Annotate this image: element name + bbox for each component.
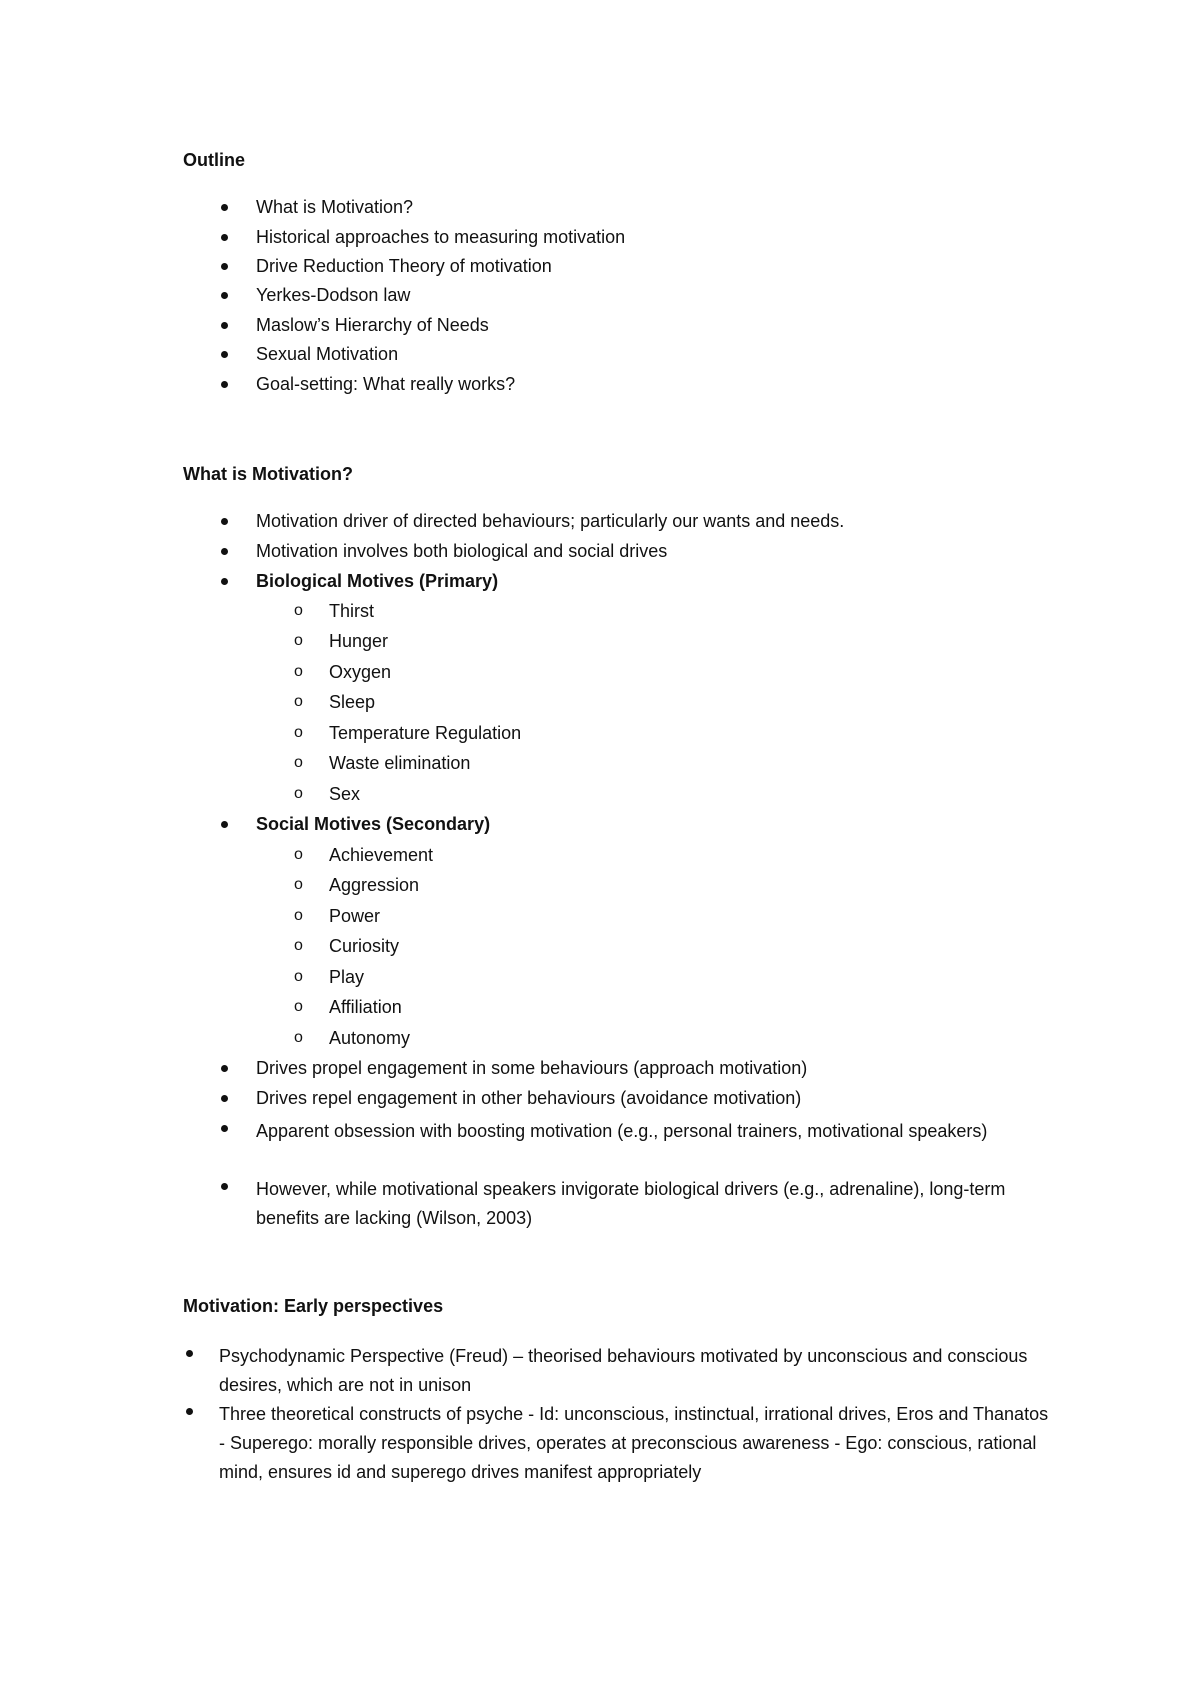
sub-bullet-icon: o (294, 968, 303, 985)
bullet-icon (221, 263, 228, 270)
bullet-icon (221, 234, 228, 241)
bullet-icon (221, 548, 228, 555)
bullet-icon (221, 322, 228, 329)
bullet-icon (221, 381, 228, 388)
motivation-item: Drives propel engagement in some behaviours (approach motivation) (256, 1058, 808, 1078)
outline-item: Yerkes-Dodson law (256, 285, 411, 305)
motivation-item: Motivation driver of directed behaviours; particularly our wants and needs. (256, 511, 845, 531)
motivation-item: However, while motivational speakers invigorate biological drivers (e.g., adrenaline), long-term benefits are lacking (Wilson, 2003) (256, 1179, 1006, 1228)
sub-bullet-icon: o (294, 937, 303, 954)
social-motives-label: Social Motives (Secondary) (256, 814, 491, 834)
outline-item: What is Motivation? (256, 197, 414, 217)
sub-bullet-icon: o (294, 785, 303, 802)
bullet-icon (221, 204, 228, 211)
social-motive: Aggression (329, 875, 420, 895)
sub-bullet-icon: o (294, 602, 303, 619)
social-motive: Autonomy (329, 1028, 411, 1048)
bullet-icon (186, 1350, 193, 1357)
bullet-icon (221, 518, 228, 525)
early-perspective-item: Psychodynamic Perspective (Freud) – theorised behaviours motivated by unconscious and conscious desires, which are not in unison (219, 1346, 1028, 1395)
motivation-item: Motivation involves both biological and social drives (256, 541, 668, 561)
sub-bullet-icon: o (294, 693, 303, 710)
social-motive: Power (329, 906, 381, 926)
outline-item: Historical approaches to measuring motivation (256, 227, 626, 247)
bullet-icon (221, 578, 228, 585)
social-motive: Achievement (329, 845, 434, 865)
social-motive: Curiosity (329, 936, 400, 956)
bullet-icon (221, 292, 228, 299)
early-perspective-item: Three theoretical constructs of psyche - Id: unconscious, instinctual, irrational drives, Eros and Thanatos - Superego: morally responsible drives, operates at preconscious awareness - Ego: conscious, rational mind, ensures id and superego drives manifest appropriately (219, 1404, 1049, 1482)
bullet-icon (221, 1065, 228, 1072)
sub-bullet-icon: o (294, 724, 303, 741)
biological-motive: Temperature Regulation (329, 723, 522, 743)
outline-item: Goal-setting: What really works? (256, 374, 516, 394)
sub-bullet-icon: o (294, 998, 303, 1015)
early-perspectives-heading: Motivation: Early perspectives (183, 1296, 444, 1316)
social-motive: Affiliation (329, 997, 402, 1017)
what-is-heading: What is Motivation? (183, 464, 353, 484)
outline-item: Sexual Motivation (256, 344, 399, 364)
sub-bullet-icon: o (294, 663, 303, 680)
motivation-item: Drives repel engagement in other behaviours (avoidance motivation) (256, 1088, 802, 1108)
biological-motives-label: Biological Motives (Primary) (256, 571, 499, 591)
outline-item: Drive Reduction Theory of motivation (256, 256, 552, 276)
bullet-icon (221, 351, 228, 358)
outline-item: Maslow’s Hierarchy of Needs (256, 315, 489, 335)
sub-bullet-icon: o (294, 846, 303, 863)
social-motive: Play (329, 967, 365, 987)
bullet-icon (221, 1095, 228, 1102)
sub-bullet-icon: o (294, 907, 303, 924)
outline-heading: Outline (183, 150, 245, 170)
biological-motive: Oxygen (329, 662, 392, 682)
biological-motive: Sleep (329, 692, 376, 712)
bullet-icon (221, 1125, 228, 1132)
biological-motive: Hunger (329, 631, 389, 651)
biological-motive: Thirst (329, 601, 374, 621)
sub-bullet-icon: o (294, 754, 303, 771)
bullet-icon (186, 1408, 193, 1415)
biological-motive: Waste elimination (329, 753, 471, 773)
sub-bullet-icon: o (294, 632, 303, 649)
sub-bullet-icon: o (294, 876, 303, 893)
motivation-item: Apparent obsession with boosting motivation (e.g., personal trainers, motivational speakers) (256, 1121, 988, 1141)
bullet-icon (221, 1183, 228, 1190)
bullet-icon (221, 821, 228, 828)
sub-bullet-icon: o (294, 1029, 303, 1046)
biological-motive: Sex (329, 784, 361, 804)
